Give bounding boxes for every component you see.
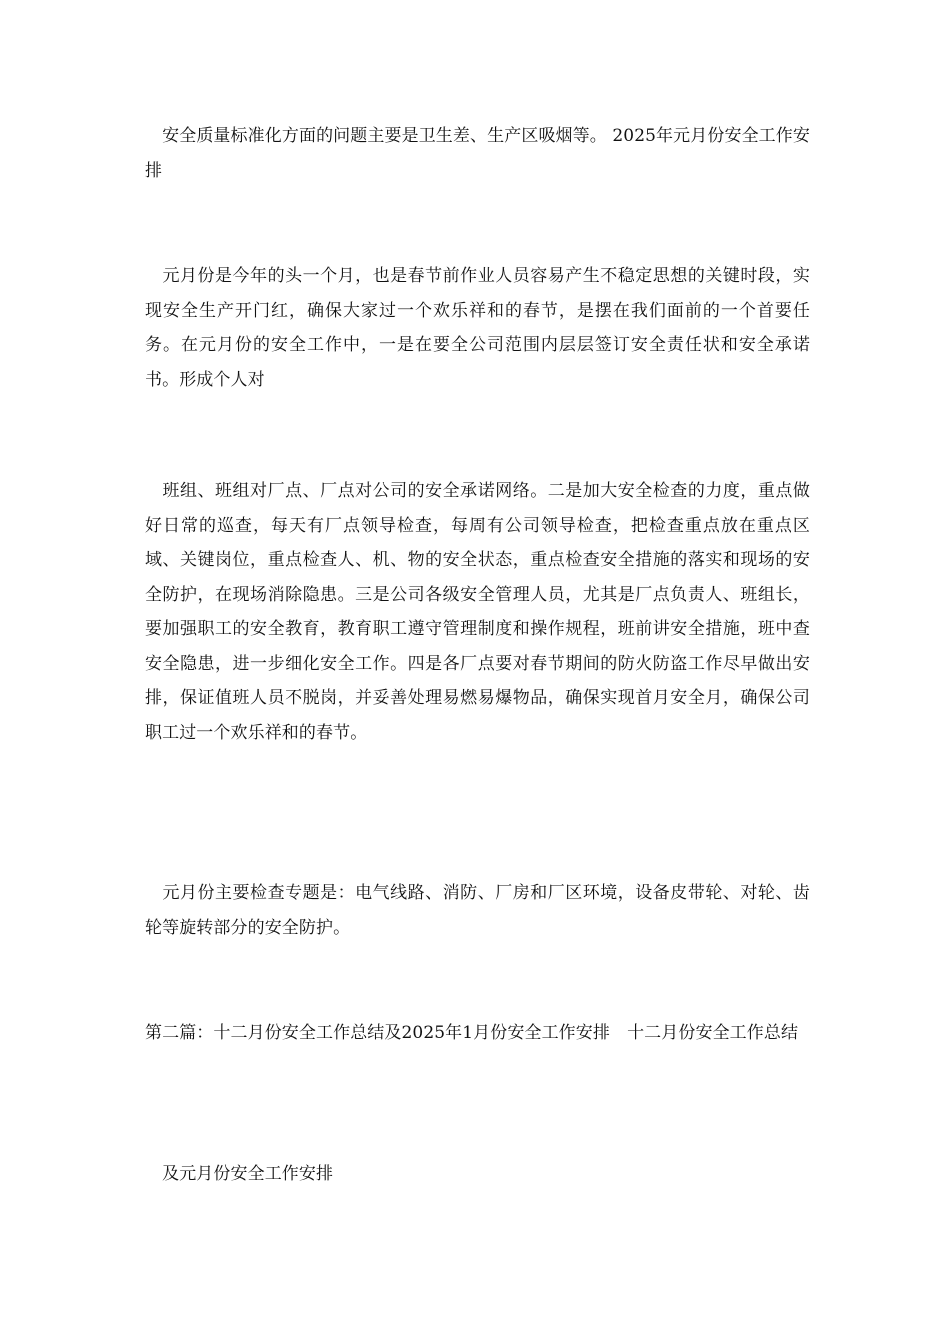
paragraph-4: 元月份主要检查专题是：电气线路、消防、厂房和厂区环境，设备皮带轮、对轮、齿轮等旋转部分的安全防护。: [145, 883, 810, 938]
paragraph-3: 班组、班组对厂点、厂点对公司的安全承诺网络。二是加大安全检查的力度，重点做好日常的巡查，每天有厂点领导检查，每周有公司领导检查，把检查重点放在重点区域、关键岗位，重点检查人、机、物的安全状态，重点检查安全措施的落实和现场的安全防护，在现场消除隐患。三是公司各级安全管理人员，尤其是厂点负责人、班组长，要加强职工的安全教育，教育职工遵守管理制度和操作规程，班前讲安全措施，班中查安全隐患，进一步细化安全工作。四是各厂点要对春节期间的防火防盗工作尽早做出安排，保证值班人员不脱岗，并妥善处理易燃易爆物品，确保实现首月安全月，确保公司职工过一个欢乐祥和的春节。: [145, 481, 810, 743]
paragraph-2: 元月份是今年的头一个月，也是春节前作业人员容易产生不稳定思想的关键时段，实现安全生产开门红，确保大家过一个欢乐祥和的春节，是摆在我们面前的一个首要任务。在元月份的安全工作中，一是在要全公司范围内层层签订安全责任状和安全承诺书。形成个人对: [145, 266, 810, 390]
paragraph-1: 安全质量标准化方面的问题主要是卫生差、生产区吸烟等。 2025年元月份安全工作安排: [145, 126, 810, 181]
section-heading: 第二篇：十二月份安全工作总结及2025年1月份安全工作安排 十二月份安全工作总结: [145, 1023, 799, 1043]
paragraph-5: 及元月份安全工作安排: [145, 1164, 334, 1184]
